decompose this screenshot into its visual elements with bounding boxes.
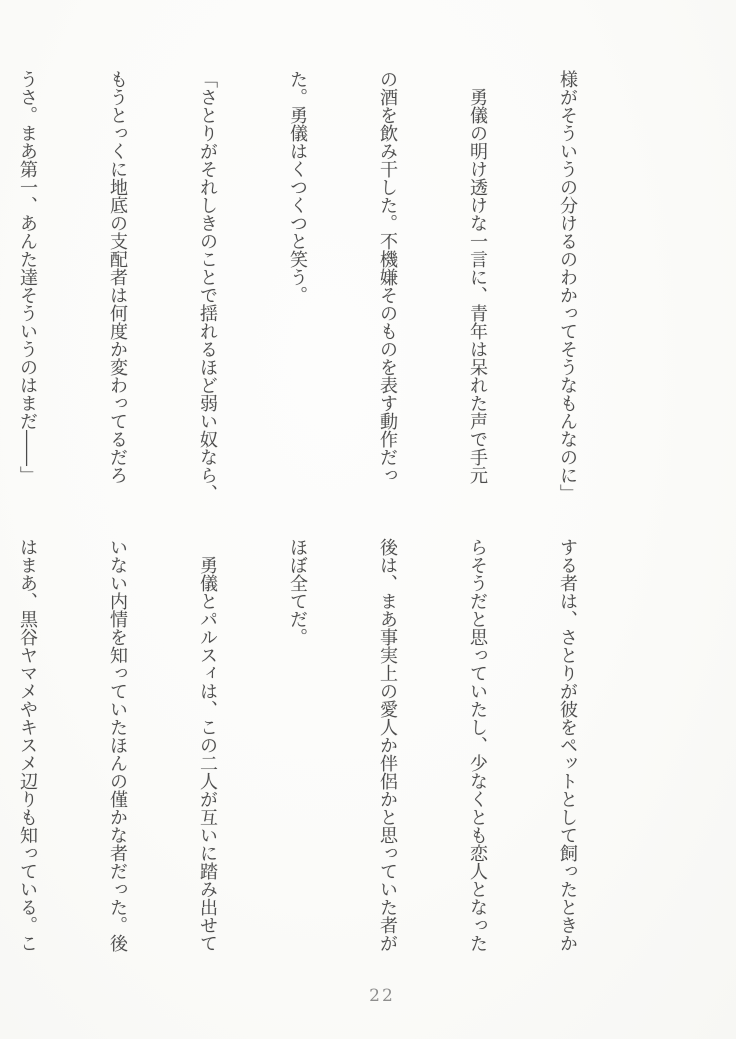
text-line: 勇儀とパルスィは、この二人が互いに踏み出せて	[197, 538, 218, 952]
text-line: 「さとりがそれしきのことで揺れるほど弱い奴なら、	[197, 70, 218, 502]
text-line: もうとっくに地底の支配者は何度か変わってるだろ	[107, 70, 128, 484]
text-line: いない内情を知っていたほんの僅かな者だった。後	[107, 538, 128, 952]
page-number: 22	[369, 986, 395, 1006]
text-line: うさ。まあ第一、あんた達そういうのはまだ――」	[17, 70, 38, 484]
text-line: らそうだと思っていたし、少なくとも恋人となった	[467, 538, 488, 952]
text-block-top	[0, 70, 642, 516]
text-line: する者は、さとりが彼をペットとして飼ったときか	[557, 538, 578, 952]
text-line: ほぼ全てだ。	[287, 538, 308, 646]
text-block-bottom	[0, 538, 642, 984]
text-line: 後は、まあ事実上の愛人か伴侶かと思っていた者が	[377, 538, 398, 952]
text-line: た。勇儀はくつくつと笑う。	[287, 70, 308, 304]
text-line: 勇儀の明け透けな一言に、青年は呆れた声で手元	[467, 70, 488, 484]
text-line: の酒を飲み干した。不機嫌そのものを表す動作だっ	[377, 70, 398, 484]
text-line: はまあ、黒谷ヤマメやキスメ辺りも知っている。こ	[17, 538, 38, 952]
text-line: 様がそういうの分けるのわかってそうなもんなのに」	[557, 70, 578, 502]
